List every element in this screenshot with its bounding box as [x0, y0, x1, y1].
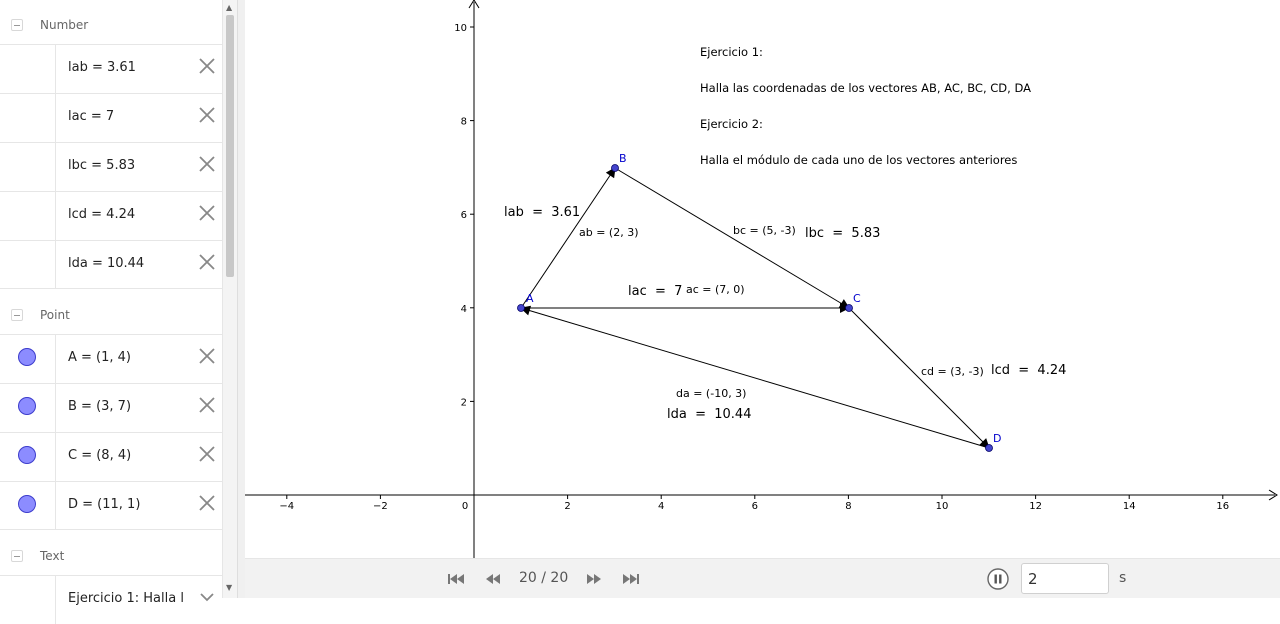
delete-icon[interactable] — [196, 443, 218, 465]
collapse-icon[interactable] — [11, 550, 23, 562]
vector-label-cd: cd = (3, -3) — [921, 365, 984, 378]
exercise-2-body[interactable]: Halla el módulo de cada uno de los vectores anteriores — [700, 153, 1018, 167]
scroll-up-icon[interactable]: ▲ — [226, 3, 233, 12]
group-header-number[interactable] — [0, 2, 222, 46]
x-tick-label: 16 — [1216, 501, 1230, 512]
x-tick-label: −4 — [279, 501, 295, 512]
speed-unit: s — [1119, 570, 1127, 586]
visibility-toggle[interactable] — [18, 495, 36, 513]
algebra-row-lab[interactable] — [0, 44, 222, 93]
slide-player-bar — [245, 558, 1280, 598]
y-tick-label: 10 — [454, 23, 467, 34]
algebra-expression[interactable]: Ejercicio 1: Halla l — [68, 591, 184, 606]
speed-input[interactable] — [1021, 563, 1109, 594]
point-label-d: D — [993, 432, 1002, 445]
algebra-expression[interactable]: D = (11, 1) — [68, 497, 141, 512]
delete-icon[interactable] — [196, 104, 218, 126]
point-c[interactable] — [846, 305, 853, 312]
algebra-expression[interactable]: C = (8, 4) — [68, 448, 132, 463]
point-label-b: B — [619, 152, 627, 165]
x-tick-label: 10 — [935, 501, 949, 512]
length-text-lbc[interactable]: lbc = 5.83 — [805, 226, 881, 241]
skip-last-icon[interactable] — [621, 571, 641, 587]
step-back-icon[interactable] — [483, 571, 503, 587]
algebra-row-lda[interactable] — [0, 240, 222, 289]
delete-icon[interactable] — [196, 153, 218, 175]
x-tick-label: 8 — [845, 501, 852, 512]
algebra-view — [0, 0, 222, 606]
scroll-down-icon[interactable]: ▼ — [226, 583, 233, 592]
algebra-row-lcd[interactable] — [0, 191, 222, 240]
vector-label-ab: ab = (2, 3) — [579, 226, 639, 239]
algebra-expression[interactable]: lcd = 4.24 — [68, 207, 136, 222]
x-tick-label: −2 — [373, 501, 388, 512]
point-b[interactable] — [612, 165, 619, 172]
group-label-number: Number — [40, 18, 89, 32]
y-tick-label: 4 — [460, 303, 467, 315]
algebra-expression[interactable]: lac = 7 — [68, 109, 115, 124]
exercise-1-body[interactable]: Halla las coordenadas de los vectores AB, AC, BC, CD, DA — [700, 81, 1031, 95]
view-divider[interactable] — [237, 0, 245, 598]
delete-icon[interactable] — [196, 55, 218, 77]
algebra-expression[interactable]: lda = 10.44 — [68, 256, 145, 271]
group-header-point[interactable] — [0, 292, 222, 336]
visibility-toggle[interactable] — [18, 348, 36, 366]
algebra-row-point-d[interactable] — [0, 481, 222, 530]
delete-icon[interactable] — [196, 492, 218, 514]
graphics-view[interactable] — [245, 0, 1280, 558]
x-tick-label: 2 — [564, 501, 571, 512]
delete-icon[interactable] — [196, 251, 218, 273]
y-tick-label: 6 — [460, 210, 467, 222]
x-tick-label: 12 — [1029, 501, 1042, 512]
point-label-c: C — [853, 292, 861, 305]
slide-counter: 20 / 20 — [519, 570, 569, 586]
point-d[interactable] — [986, 445, 993, 452]
exercise-1-title[interactable]: Ejercicio 1: — [700, 45, 763, 59]
step-forward-icon[interactable] — [584, 571, 604, 587]
collapse-icon[interactable] — [11, 309, 23, 321]
visibility-toggle[interactable] — [18, 446, 36, 464]
length-text-lac[interactable]: lac = 7 — [628, 284, 683, 299]
x-tick-label: 14 — [1122, 501, 1136, 512]
algebra-expression[interactable]: lab = 3.61 — [68, 60, 136, 75]
x-tick-label: 6 — [751, 501, 758, 512]
algebra-row-point-b[interactable] — [0, 383, 222, 432]
y-tick-label: 8 — [460, 116, 467, 128]
delete-icon[interactable] — [196, 345, 218, 367]
group-header-text[interactable] — [0, 533, 222, 577]
algebra-row-point-c[interactable] — [0, 432, 222, 481]
delete-icon[interactable] — [196, 202, 218, 224]
x-tick-label: 4 — [658, 501, 665, 512]
delete-icon[interactable] — [196, 394, 218, 416]
y-axis — [469, 0, 479, 558]
vector-label-da: da = (-10, 3) — [676, 387, 747, 400]
algebra-row-point-a[interactable] — [0, 334, 222, 383]
vector-label-bc: bc = (5, -3) — [733, 224, 796, 237]
exercise-2-title[interactable]: Ejercicio 2: — [700, 117, 763, 131]
scrollbar-thumb[interactable] — [226, 15, 234, 277]
group-label-text: Text — [40, 549, 65, 563]
vector-label-ac: ac = (7, 0) — [686, 283, 745, 296]
chevron-down-icon[interactable] — [196, 586, 218, 608]
y-tick-label: 2 — [460, 397, 467, 409]
pause-icon[interactable] — [987, 568, 1009, 590]
group-label-point: Point — [40, 308, 70, 322]
x-axis — [245, 490, 1277, 500]
x-tick-label: 0 — [461, 501, 469, 512]
algebra-scrollbar[interactable] — [222, 0, 237, 598]
point-label-a: A — [526, 292, 534, 305]
collapse-icon[interactable] — [11, 19, 23, 31]
skip-first-icon[interactable] — [446, 571, 466, 587]
point-a[interactable] — [518, 305, 525, 312]
algebra-expression[interactable]: B = (3, 7) — [68, 399, 132, 414]
algebra-expression[interactable]: lbc = 5.83 — [68, 158, 136, 173]
length-text-lda[interactable]: lda = 10.44 — [667, 407, 752, 422]
length-text-lab[interactable]: lab = 3.61 — [504, 205, 581, 220]
algebra-row-text[interactable] — [0, 575, 222, 624]
algebra-expression[interactable]: A = (1, 4) — [68, 350, 132, 365]
algebra-row-lbc[interactable] — [0, 142, 222, 191]
algebra-row-lac[interactable] — [0, 93, 222, 142]
length-text-lcd[interactable]: lcd = 4.24 — [991, 363, 1067, 378]
visibility-toggle[interactable] — [18, 397, 36, 415]
